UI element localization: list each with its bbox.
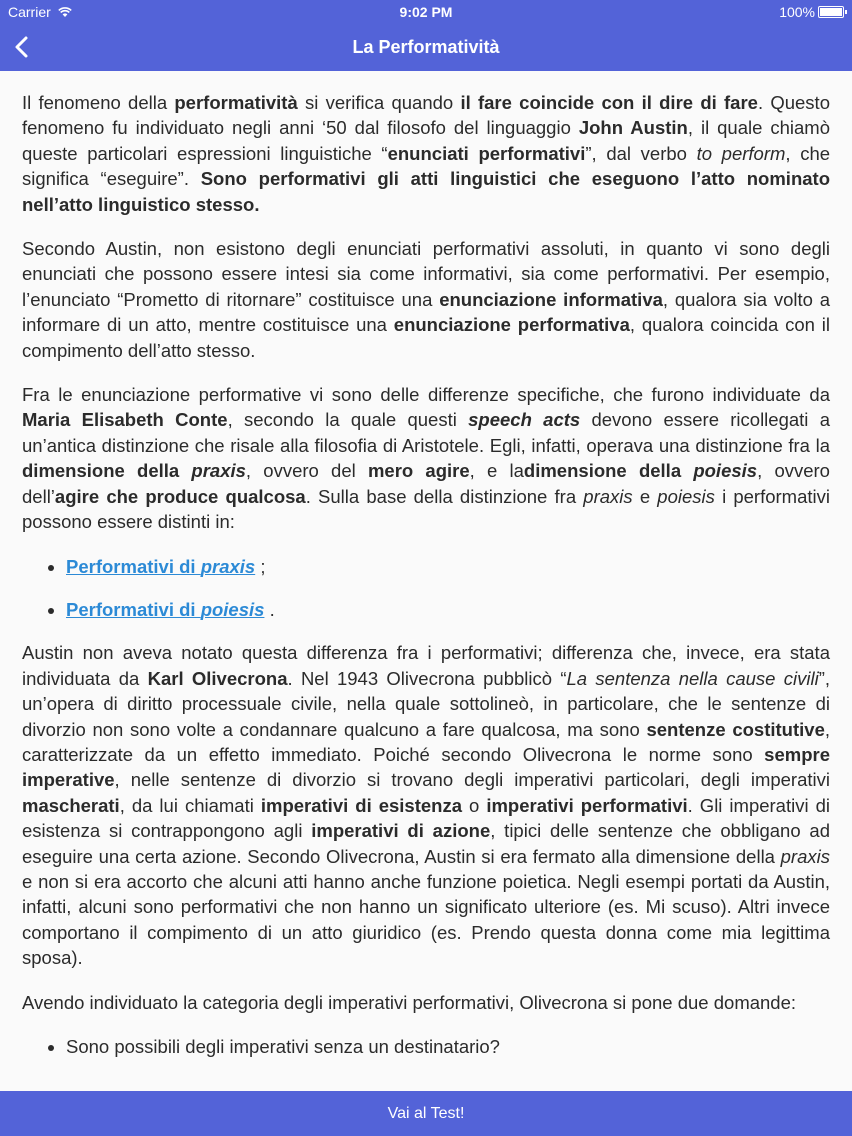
paragraph-1: Il fenomeno della performatività si verifica quando il fare coincide con il dire di fare. Questo fenomeno fu individuato negli anni ‘50 dal filosofo del linguaggio John Austin, il quale chiamò queste particolari espressioni linguistiche “enunciati performativi”, dal verbo to perform, che significa “eseguire”. Sono performativi gli atti linguistici che eseguono l’atto nominato nell’atto linguistico stesso.: [22, 92, 831, 215]
performativi-list: [22, 554, 830, 623]
link-performativi-poiesis[interactable]: Performativi di poiesis: [66, 598, 265, 620]
page-title: La Performatività: [352, 37, 500, 57]
battery-percent: 100%: [779, 4, 815, 20]
battery-indicator: [779, 4, 844, 20]
list-item-praxis: • Performativi di praxis ;: [66, 554, 830, 579]
navigation-bar: [0, 24, 852, 71]
battery-icon: [818, 6, 844, 18]
paragraph-3: Fra le enunciazione performative vi sono delle differenze specifiche, che furono individuate da Maria Elisabeth Conte, secondo la quale questi speech acts devono essere ricollegati a un’antica distinzione che risale alla filosofia di Aristotele. Egli, infatti, operava una distinzione fra la dimensione della praxis, ovvero del mero agire, e ladimensione della poiesis, ovvero dell’agire che produce qualcosa. Sulla base della distinzione fra praxis e poiesis i performativi possono essere distinti in:: [22, 384, 830, 533]
questions-list: [22, 1034, 830, 1059]
paragraph-5: Avendo individuato la categoria degli imperativi performativi, Olivecrona si pone due domande:: [22, 991, 797, 1013]
status-time: 9:02 PM: [399, 4, 453, 20]
test-button[interactable]: [0, 1091, 852, 1136]
list-item-question: • Sono possibili degli imperativi senza un destinatario?: [66, 1034, 830, 1059]
test-button-label: Vai al Test!: [387, 1105, 465, 1122]
paragraph-2: Secondo Austin, non esistono degli enunciati performativi assoluti, in quanto vi sono degli enunciati che possono essere intesi sia come informativi, sia come performativi. Per esempio, l’enunciato “Prometto di ritornare” costituisce una enunciazione informativa, qualora sia volto a informare di un atto, mentre costituisce una enunciazione performativa, qualora coincida con il compimento dell’atto stesso.: [22, 238, 830, 361]
link-performativi-praxis[interactable]: Performativi di praxis: [66, 555, 256, 577]
paragraph-4: Austin non aveva notato questa differenza fra i performativi; differenza che, invece, era stata individuata da Karl Olivecrona. Nel 1943 Olivecrona pubblicò “La sentenza nella cause civili”, un’opera di diritto processuale civile, nella quale sottolineò, in particolare, che le sentenze di divorzio non sono volte a condannare qualcuno a fare qualcosa, ma sono sentenze costitutive, caratterizzate da un effetto immediato. Poiché secondo Olivecrona le norme sono sempre imperative, nelle sentenze di divorzio si trovano degli imperativi particolari, degli imperativi mascherati, da lui chiamati imperativi di esistenza o imperativi performativi. Gli imperativi di esistenza si contrappongono agli imperativi di azione, tipici delle sentenze che obbligano ad eseguire una certa azione. Secondo Olivecrona, Austin si era fermato alla dimensione della praxis e non si era accorto che alcuni atti hanno anche funzione poietica. Negli esempi portati da Austin, infatti, alcuni sono performativi che non hanno un significato ulteriore (es. Mi scuso). Altri invece comportano il compimento di un atto giuridico (es. Prendo questa donna come mia legittima sposa).: [22, 642, 831, 969]
list-item-poiesis: • Performativi di poiesis .: [66, 597, 830, 622]
status-bar: [0, 0, 852, 24]
article-body: [22, 90, 830, 1077]
carrier-label: Carrier: [8, 4, 72, 20]
